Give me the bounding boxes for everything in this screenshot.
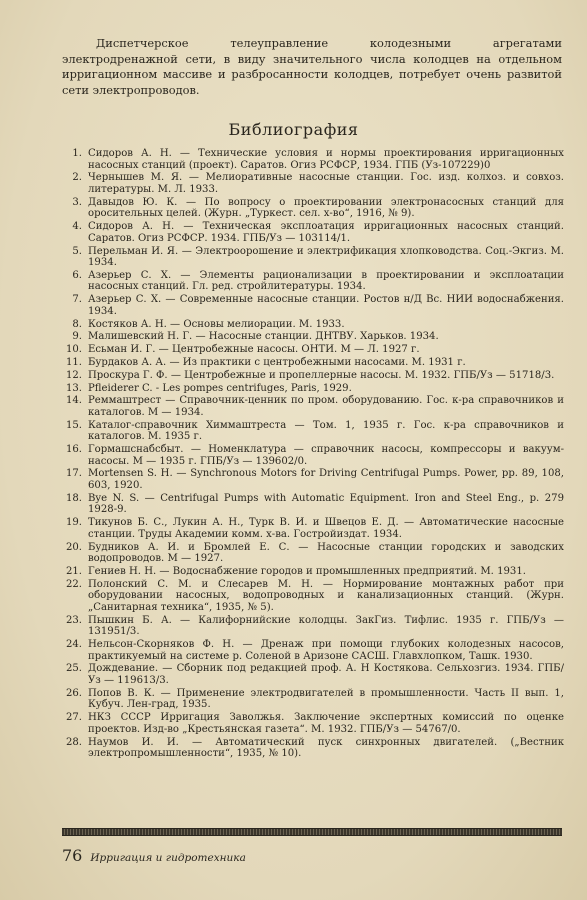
reference-number: 3. [72,196,82,208]
intro-paragraph: Диспетчерское телеуправление колодезными агрегатами электродренажной сети, в виду значительного числа колодцев на отдельном ирригационном массиве и разбросанности колодцев, потребует очень развитой сети электропроводов. [62,36,562,97]
reference-text: Костяков А. Н. — Основы мелиорации. М. 1933. [88,318,345,330]
reference-text: Пышкин Б. А. — Калифорнийские колодцы. ЗакГиз. Тифлис. 1935 г. ГПБ/Уз — 131951/3. [88,614,564,638]
reference-item [48,344,564,356]
reference-text: Малишевский Н. Г. — Насосные станции. ДНТВУ. Харьков. 1934. [88,331,439,343]
reference-number: 27. [65,712,82,724]
reference-text: Азерьер С. Х. — Элементы рационализации в проектировании и эксплоатации насосных станций. Гл. ред. стройлитературы. 1934. [88,269,564,293]
reference-number: 6. [72,269,82,281]
reference-text: Тикунов Б. С., Лукин А. Н., Турк В. И. и Швецов Е. Д. — Автоматические насосные станции. Труды Академии комм. х-ва. Гостройиздат. 1934. [88,517,564,540]
reference-item [48,712,564,735]
bibliography-heading: Библиография [228,120,359,139]
reference-item [48,148,564,171]
reference-list [48,148,564,761]
reference-text: Реммаштрест — Справочник-ценник по пром. оборудованию. Гос. к-ра справочников и каталогов. М — 1934. [88,395,564,418]
reference-number: 17. [65,468,82,480]
reference-item [48,566,564,578]
reference-text: Сидоров А. Н. — Техническая эксплоатация ирригационных насосных станций. Саратов. Огиз РСФСР. 1934. ГПБ/Уз — 103114/1. [88,221,564,244]
reference-number: 10. [65,344,82,356]
reference-text: Каталог-справочник Химмаштреста — Том. 1, 1935 г. Гос. к-ра справочников и каталогов. М. 1935 г. [88,419,564,443]
reference-number: 1. [72,148,82,159]
reference-item [48,493,564,516]
reference-item [48,542,564,565]
reference-item [48,319,564,331]
reference-number: 24. [65,639,82,651]
reference-number: 7. [72,294,82,306]
reference-text: Перельман И. Я. — Электроорошение и электрификация хлопководства. Соц.-Экгиз. М. 1934. [88,245,564,269]
reference-item [48,370,564,382]
reference-text: Дождевание. — Сборник под редакцией проф. А. Н Костякова. Сельхозгиз. 1934. ГПБ/Уз — 119613/3. [88,663,564,687]
reference-item [48,383,564,395]
reference-text: Pfleiderer C. - Les pompes centrifuges, Paris, 1929. [88,382,352,394]
reference-item [48,639,564,662]
reference-number: 18. [65,492,82,504]
reference-number: 23. [65,614,82,626]
reference-text: Mortensen S. H. — Synchronous Motors for Driving Centrifugal Pumps. Power, pp. 89, 108, 603, 1920. [88,468,564,492]
reference-item [48,357,564,369]
reference-item [48,246,564,269]
reference-text: Есьман И. Г. — Центробежные насосы. ОНТИ. М — Л. 1927 г. [88,344,420,356]
reference-number: 4. [72,221,82,233]
page-number: 76 [62,846,83,865]
reference-text: Нельсон-Скорняков Ф. Н. — Дренаж при помощи глубоких колодезных насосов, практикуемый на системе р. Соленой в Аризоне САСШ. Главхлопком, Ташк. 1930. [88,639,564,662]
reference-item [48,197,564,220]
reference-item [48,270,564,293]
page-footer [62,846,246,865]
reference-item [48,294,564,317]
reference-number: 13. [65,382,82,394]
reference-text: Гениев Н. Н. — Водоснабжение городов и промышленных предприятий. М. 1931. [88,565,526,577]
reference-text: Полонский С. М. и Слесарев М. Н. — Нормирование монтажных работ при оборудовании насосных, водопроводных и канализационных станций. (Журн. „Санитарная техника“, 1935, № 5). [88,578,564,613]
reference-text: Наумов И. И. — Автоматический пуск синхронных двигателей. („Вестник электропромышленности“, 1935, № 10). [88,736,564,760]
ornamental-divider [62,828,562,836]
reference-number: 25. [65,663,82,675]
reference-number: 20. [65,541,82,553]
reference-item [48,615,564,638]
reference-text: Бурдаков А. А. — Из практики с центробежными насосами. М. 1931 г. [88,356,466,368]
reference-item [48,688,564,711]
reference-text: Азерьер С. Х. — Современные насосные станции. Ростов н/Д Вс. НИИ водоснабжения. 1934. [88,294,564,317]
journal-title: Ирригация и гидротехника [90,852,246,864]
reference-text: Попов В. К. — Применение электродвигателей в промышленности. Часть II вып. 1, Кубуч. Лен-град, 1935. [88,687,564,711]
reference-text: НКЗ СССР Ирригация Заволжья. Заключение экспертных комиссий по оценке проектов. Изд-во „Крестьянская газета“. М. 1932. ГПБ/Уз — 54767/0. [88,712,564,735]
reference-item [48,221,564,244]
reference-number: 26. [65,687,82,699]
reference-number: 21. [65,565,82,577]
reference-number: 22. [65,578,82,590]
reference-text: Bye N. S. — Centrifugal Pumps with Automatic Equipment. Iron and Steel Eng., p. 279 1928-9. [88,492,564,516]
reference-number: 16. [65,444,82,456]
reference-item [48,468,564,491]
reference-text: Гормашснабсбыт. — Номенклатура — справочник насосы, компрессоры и вакуум-насосы. М — 1935 г. ГПБ/Уз — 139602/0. [88,444,564,467]
reference-item [48,663,564,686]
reference-text: Проскура Г. Ф. — Центробежные и пропеллерные насосы. М. 1932. ГПБ/Уз — 51718/3. [88,369,555,381]
reference-number: 14. [65,395,82,407]
reference-text: Давыдов Ю. К. — По вопросу о проектировании электронасосных станций для оросительных целей. (Журн. „Туркест. сел. х-во“, 1916, № 9). [88,196,564,220]
reference-number: 8. [72,318,82,330]
reference-item [48,420,564,443]
reference-number: 15. [65,419,82,431]
reference-item [48,331,564,343]
reference-item [48,172,564,195]
reference-number: 28. [65,736,82,748]
reference-number: 11. [65,356,82,368]
reference-item [48,737,564,760]
reference-item [48,444,564,467]
reference-number: 2. [72,172,82,184]
reference-number: 5. [72,245,82,257]
reference-number: 12. [65,369,82,381]
reference-number: 9. [72,331,82,343]
reference-number: 19. [65,517,82,529]
reference-item [48,395,564,418]
reference-item [48,579,564,614]
reference-text: Будников А. И. и Бромлей Е. С. — Насосные станции городских и заводских водопроводов. М — 1927. [88,541,564,565]
reference-text: Сидоров А. Н. — Технические условия и нормы проектирования ирригационных насосных станций (проект). Саратов. Огиз РСФСР, 1934. ГПБ (Уз-107229)0 [88,148,564,171]
reference-item [48,517,564,540]
reference-text: Чернышев М. Я. — Мелиоративные насосные станции. Гос. изд. колхоз. и совхоз. литературы. М. Л. 1933. [88,172,564,195]
